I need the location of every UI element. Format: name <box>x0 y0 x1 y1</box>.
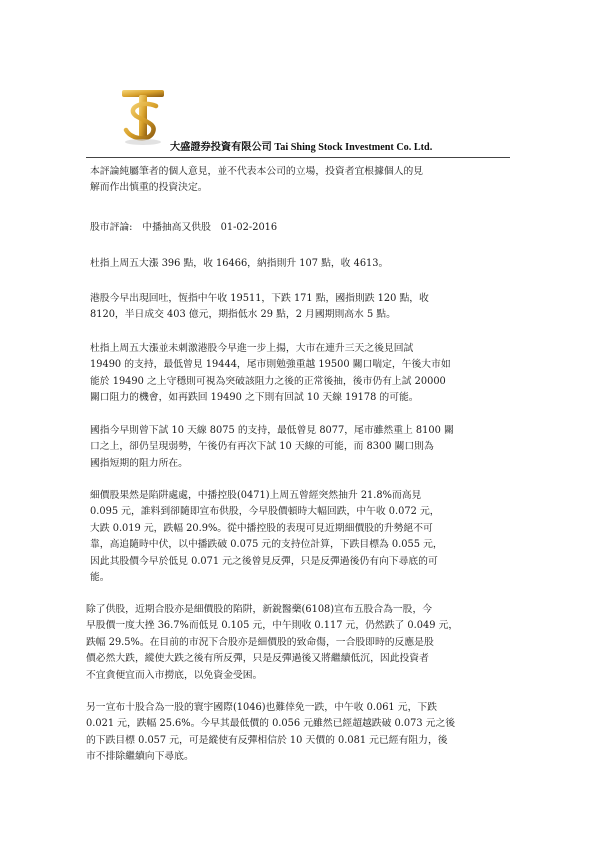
consolidation-paragraph: 除了供股，近期合股亦是細價股的陷阱，新銳醫藥(6108)宣布五股合為一股，今 早股價一度大挫 36.7%而低見 0.105 元，中午則收 0.117 元，仍然跌了 0.049 元， 跌幅 29.5%。在目前的市況下合股亦是細價股的致命傷，一合股即時的反應是股 價必然大跌，縱使大跌之後有所反彈，只是反彈過後又將繼續低沉，因此投資者 不宜貪便宜而入市撈底，以免資金受困。 <box>86 604 459 681</box>
disclaimer-paragraph: 本評論純屬筆者的個人意見，並不代表本公司的立場，投資者宜根據個人的見 解而作出慎重的投資決定。 <box>90 166 424 194</box>
header-divider <box>86 157 510 158</box>
universe-intl-paragraph: 另一宣布十股合為一股的寰宇國際(1046)也難倖免一跌，中午收 0.061 元，下跌 0.021 元，跌幅 25.6%。今早其最低價的 0.056 元雖然已經超越跌破 0.073 元之後 的下跌目標 0.057 元，可是縱使有反彈相信於 10 天價的 0.081 元已經有阻力，後 市不排除繼續向下尋底。 <box>86 702 456 763</box>
article-title: 股市評論: 中播抽高又供股 01-02-2016 <box>90 222 278 233</box>
company-logo-icon <box>118 86 168 146</box>
china-vtv-paragraph: 細價股果然是陷阱處處，中播控股(0471)上周五曾經突然抽升 21.8%而高見 0.095 元，誰料到卻隨即宣布供股，今早股價頓時大幅回跌，中午收 0.072 元， 大跌 0.019 元，跌幅 20.9%。從中播控股的表現可見近期細價股的升勢絕不可 靠，高追隨時中伏，以中播跌破 0.075 元的支持位計算，下跌目標為 0.055 元， 因此其股價今早於低見 0.071 元之後曾見反彈，只是反彈過後仍有向下尋底的可 能。 <box>90 490 443 584</box>
hscei-analysis-paragraph: 國指今早則曾下試 10 天線 8075 的支持，最低曾見 8077，尾市雖然重上 8100 關 口之上，卻仍呈現弱勢，午後仍有再次下試 10 天線的可能，而 8300 關口則為 國指短期的阻力所在。 <box>90 425 454 469</box>
hsi-analysis-paragraph: 杜指上周五大漲並未刺激港股今早進一步上揚，大市在連升三天之後見回試 19490 的支持，最低曾見 19444，尾市則勉強重越 19500 關口喘定，午後大市如 能於 19490 之上守穩則可視為突破該阻力之後的正常後抽，後市仍有上試 20000 關口阻力的機會，如再跌回 19490 之下則有回試 10 天線 19178 的可能。 <box>90 343 451 404</box>
dow-nasdaq-paragraph: 杜指上周五大漲 396 點，收 16466，納指則升 107 點，收 4613。 <box>90 258 389 269</box>
company-name: 大盛證券投資有限公司 Tai Shing Stock Investment Co. Ltd. <box>170 142 433 153</box>
hsi-summary-paragraph: 港股今早出現回吐，恆指中午收 19511，下跌 171 點，國指則跌 120 點，收 8120，半日成交 403 億元，期指低水 29 點，2 月國期則高水 5 點。 <box>90 293 429 321</box>
